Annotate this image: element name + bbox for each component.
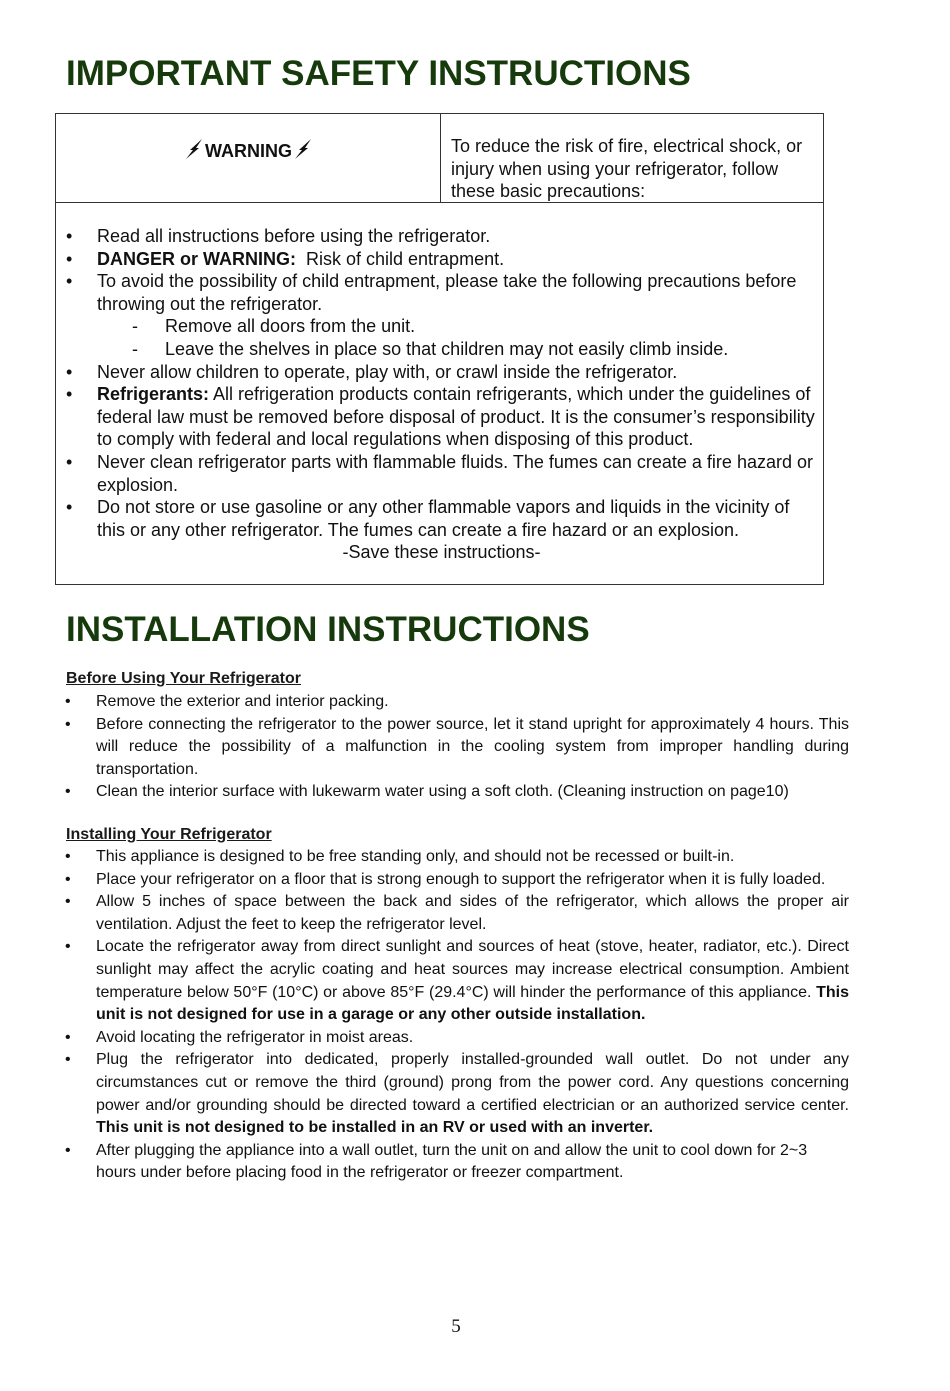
bullet-icon: • bbox=[65, 1028, 71, 1046]
sub-list-item: - Remove all doors from the unit. bbox=[132, 316, 416, 337]
before-using-heading: Before Using Your Refrigerator bbox=[66, 670, 302, 687]
bullet-icon: • bbox=[66, 271, 73, 292]
safety-list bbox=[64, 225, 819, 564]
warning-label bbox=[56, 138, 441, 162]
bullet-icon: • bbox=[66, 497, 73, 518]
list-item: • Clean the interior surface with lukewarm water using a soft cloth. (Cleaning instruction on page10) bbox=[65, 781, 849, 804]
list-item: • Plug the refrigerator into dedicated, properly installed-grounded wall outlet. Do not under any circumstances cut or remove the third (ground) prong from the power cord. Any questions concerning power and/or grounding should be directed toward a certified electrician or an authorized service center. This unit is not designed to be installed in an RV or used with an inverter. bbox=[65, 1051, 849, 1137]
safety-title: IMPORTANT SAFETY INSTRUCTIONS bbox=[66, 54, 691, 93]
installing-list bbox=[65, 846, 849, 1185]
list-item: • Before connecting the refrigerator to the power source, let it stand upright for approximately 4 hours. This will reduce the possibility of a malfunction in the cooling system from improper handling during transportation. bbox=[65, 715, 849, 778]
bullet-icon: • bbox=[66, 361, 73, 382]
bullet-icon: • bbox=[65, 848, 71, 865]
sub-list-item: - Leave the shelves in place so that children may not easily climb inside. bbox=[132, 338, 729, 359]
list-item: • Avoid locating the refrigerator in moist areas. bbox=[65, 1027, 849, 1050]
bullet-icon: • bbox=[66, 226, 73, 246]
list-item: • Do not store or use gasoline or any other flammable vapors and liquids in the vicinity of this or any other refrigerator. The fumes can create a fire hazard or an explosion. bbox=[66, 497, 790, 540]
bullet-icon: • bbox=[66, 451, 73, 472]
list-item: • Locate the refrigerator away from direct sunlight and sources of heat (stove, heater, radiator, etc.). Direct sunlight may affect the acrylic coating and heat sources may increase electrical consumption. Ambient temperature below 50°F (10°C) or above 85°F (29.4°C) will hinder the performance of this appliance. This unit is not designed for use in a garage or any other outside installation. bbox=[65, 938, 849, 1024]
bullet-icon: • bbox=[66, 384, 73, 405]
bullet-icon: • bbox=[65, 938, 71, 956]
before-using-list bbox=[65, 691, 849, 804]
bullet-icon: • bbox=[65, 783, 71, 801]
warning-text: To reduce the risk of fire, electrical shock, or injury when using your refrigerator, follow these basic precautions: bbox=[451, 136, 803, 201]
list-item: • After plugging the appliance into a wall outlet, turn the unit on and allow the unit to cool down for 2~3 hours under before placing food in the refrigerator or freezer compartment. bbox=[65, 1141, 808, 1182]
installing-heading: Installing Your Refrigerator bbox=[66, 826, 272, 843]
warning-box bbox=[55, 113, 824, 585]
lightning-icon bbox=[292, 138, 314, 160]
bullet-icon: • bbox=[65, 870, 71, 888]
installation-title: INSTALLATION INSTRUCTIONS bbox=[66, 610, 590, 649]
warning-label-text: WARNING bbox=[205, 141, 292, 161]
bullet-icon: • bbox=[65, 715, 71, 733]
list-item: • Refrigerants: All refrigeration products contain refrigerants, which under the guidelines of federal law must be removed before disposal of product. It is the consumer’s responsibility to comply with federal and local regulations when disposing of this product. bbox=[66, 384, 815, 450]
list-item: • Read all instructions before using the refrigerator. bbox=[66, 226, 491, 246]
list-item: • Allow 5 inches of space between the back and sides of the refrigerator, which allows the proper air ventilation. Adjust the feet to keep the refrigerator level. bbox=[65, 893, 849, 933]
list-item: • This appliance is designed to be free standing only, and should not be recessed or built-in. bbox=[65, 846, 849, 869]
page-number: 5 bbox=[451, 1316, 461, 1337]
list-item: • Never allow children to operate, play with, or crawl inside the refrigerator. bbox=[66, 361, 678, 382]
bullet-icon: • bbox=[66, 248, 73, 269]
list-item: • Place your refrigerator on a floor that is strong enough to support the refrigerator when it is fully loaded. bbox=[65, 869, 849, 892]
list-item: • Remove the exterior and interior packing. bbox=[65, 691, 849, 714]
list-item: • DANGER or WARNING: Risk of child entrapment. bbox=[66, 248, 505, 269]
bullet-icon: • bbox=[65, 893, 71, 911]
list-item: • To avoid the possibility of child entrapment, please take the following precautions before throwing out the refrigerator. bbox=[66, 271, 797, 314]
save-instructions-line: -Save these instructions- bbox=[342, 542, 541, 563]
bullet-icon: • bbox=[65, 1051, 71, 1069]
bullet-icon: • bbox=[65, 1141, 71, 1159]
lightning-icon bbox=[183, 138, 205, 160]
list-item: • Never clean refrigerator parts with flammable fluids. The fumes can create a fire hazard or explosion. bbox=[66, 451, 813, 495]
bullet-icon: • bbox=[65, 693, 71, 710]
